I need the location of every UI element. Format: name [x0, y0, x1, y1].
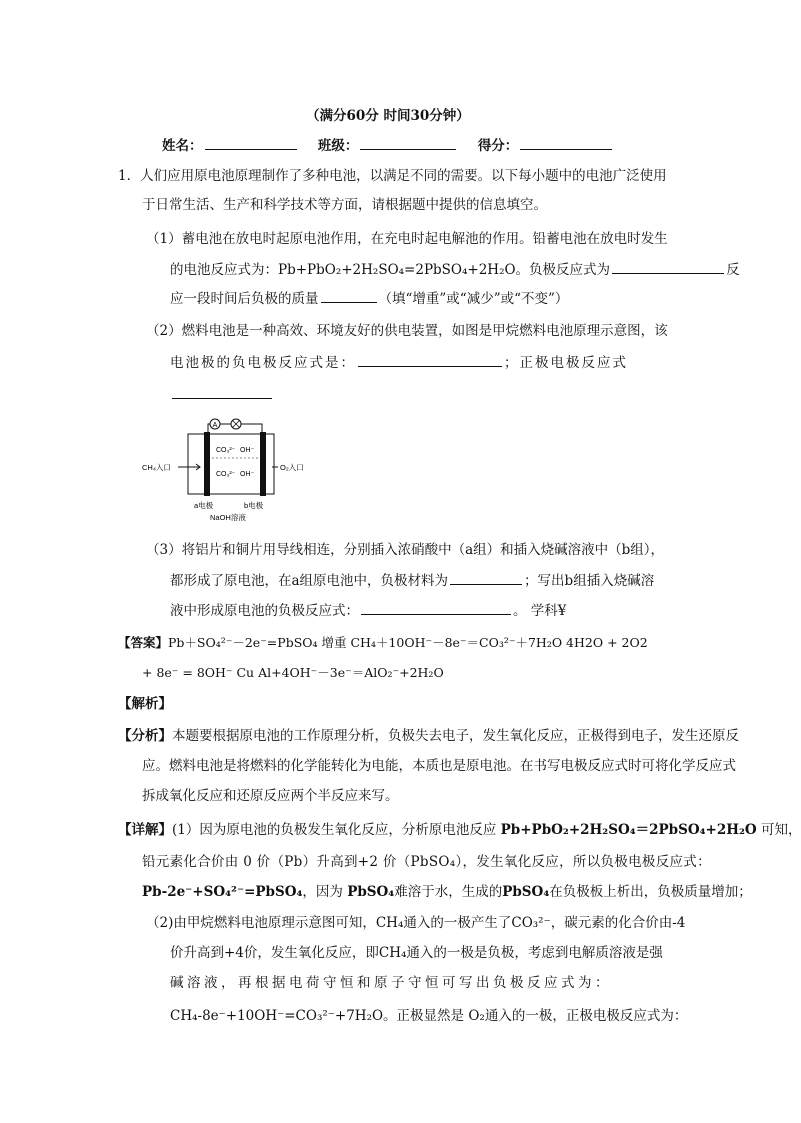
detail-text-3b: ，因为 [302, 884, 348, 900]
answer-blank-6[interactable] [361, 600, 511, 615]
detail-line7: CH₄-8e⁻+10OH⁻=CO₃²⁻+7H₂O。正极显然是 O₂通入的一极，正极电极反应式为： [170, 1008, 688, 1024]
detail-line1 [118, 820, 801, 840]
detail-pbso4-2: PbSO₄ [502, 884, 550, 900]
detail-line3 [142, 882, 752, 902]
methane-fuel-cell-diagram [140, 412, 304, 524]
ion-label-2: CO₃²⁻ [216, 471, 236, 478]
ch4-inlet-label: CH₄入口 [142, 463, 171, 472]
answer-blank-5[interactable] [450, 570, 522, 585]
fenxi-line2: 应。燃料电池是将燃料的化学能转化为电能，本质也是原电池。在书写电极反应式时可将化学反应式 [142, 758, 736, 774]
fenxi-line1 [118, 726, 739, 746]
detail-pbso4-1: PbSO₄ [347, 884, 395, 900]
answer-line1 [118, 633, 648, 653]
answer-text-1: Pb＋SO₄²⁻－2e⁻=PbSO₄ 增重 CH₄＋10OH⁻－8e⁻＝CO₃²⁻＋7H₂O 4H2O + 2O2 [168, 635, 648, 650]
detail-line4: （2)由甲烷燃料电池原理示意图可知，CH₄通入的一极产生了CO₃²⁻，碳元素的化合价由-4 [146, 915, 686, 931]
q1-part3-line3 [170, 600, 566, 621]
detail-label: 【详解】 [118, 822, 172, 838]
ion-label-1b: OH⁻ [240, 447, 255, 454]
q1-part2-tail: ；正极电极反应式 [504, 355, 628, 371]
student-info-row [162, 135, 614, 156]
class-label: 班级： [317, 138, 359, 154]
answer-blank-4[interactable] [172, 384, 272, 399]
ion-label-1: CO₃²⁻ [216, 447, 236, 454]
fenxi-line3: 拆成氧化反应和还原反应两个半反应来写。 [142, 788, 399, 804]
ion-label-2b: OH⁻ [240, 471, 255, 478]
detail-text-1a: (1）因为原电池的负极发生氧化反应，分析原电池反应 [172, 822, 501, 838]
detail-text-3f: 在负极板上析出，负极质量增加； [549, 884, 752, 900]
detail-equation: Pb+PbO₂+2H₂SO₄＝2PbSO₄+2H₂O [500, 822, 757, 838]
answer-blank-2[interactable] [321, 288, 377, 303]
analysis-label: 【解析】 [118, 696, 172, 712]
name-label: 姓名： [162, 138, 203, 154]
ammeter-label: A [212, 422, 218, 429]
q1-part1-choice-text: （填“增重”或“减少”或“不变”） [378, 291, 569, 307]
q1-part2-line2 [170, 352, 628, 373]
q1-part3-line1: （3）将铝片和铜片用导线相连，分别插入浓硝酸中（a组）和插入烧碱溶液中（b组）， [146, 542, 665, 558]
q1-part3-text: 都形成了原电池，在a组原电池中，负极材料为 [170, 573, 449, 589]
q1-part1-text: 的电池反应式为：Pb+PbO₂+2H₂SO₄=2PbSO₄+2H₂O。负极反应式为 [170, 262, 611, 278]
class-field[interactable] [360, 135, 456, 150]
detail-line5: 价升高到+4价，发生氧化反应，即CH₄通入的一极是负极，考虑到电解质溶液是强 [170, 945, 663, 961]
fenxi-label: 【分析】 [118, 728, 172, 744]
q1-part1-line3 [170, 288, 568, 309]
o2-inlet-label: O₂入口 [280, 463, 304, 472]
detail-line2: 铅元素化合价由 0 价（Pb）升高到+2 价（PbSO₄），发生氧化反应，所以负极电极反应式： [142, 854, 711, 870]
q1-part1-mass-text: 应一段时间后负极的质量 [170, 291, 319, 307]
answer-blank-3[interactable] [358, 352, 502, 367]
answer-line2: + 8e⁻ = 8OH⁻ Cu Al+4OH⁻－3e⁻＝AlO₂⁻+2H₂O [142, 665, 444, 680]
electrode-a-label: a电极 [194, 501, 214, 510]
q1-part3-line2 [170, 570, 654, 591]
detail-text-3d: 难溶于水，生成的 [394, 884, 503, 900]
q1-intro-line2: 于日常生活、生产和科学技术等方面，请根据题中提供的信息填空。 [142, 197, 547, 213]
exam-header-title: （满分60分 时间30分钟） [306, 108, 470, 124]
q1-part2-line1: （2）燃料电池是一种高效、环境友好的供电装置，如图是甲烷燃料电池原理示意图，该 [146, 323, 668, 339]
q1-part1-tail: 反 [726, 262, 740, 278]
q1-part3-tail-2: 。 学科¥ [513, 603, 567, 619]
detail-text-1c: 可知， [756, 822, 801, 838]
detail-negative-eq: Pb-2e⁻+SO₄²⁻=PbSO₄ [142, 884, 303, 900]
q1-part1-line2 [170, 259, 740, 280]
name-field[interactable] [205, 135, 297, 150]
q1-part3-tail: ；写出b组插入烧碱溶 [524, 573, 655, 589]
q1-part1-line1: （1）蓄电池在放电时起原电池作用，在充电时起电解池的作用。铅蓄电池在放电时发生 [146, 231, 668, 247]
score-label: 得分： [477, 138, 519, 154]
electrode-b-plate [260, 432, 266, 496]
q1-part2-text: 电池极的负电极反应式是： [170, 355, 356, 371]
electrode-a-plate [204, 432, 210, 496]
q1-part3-text-2: 液中形成原电池的负极反应式： [170, 603, 359, 619]
answer-blank-1[interactable] [612, 259, 724, 274]
score-field[interactable] [520, 135, 612, 150]
fenxi-text-1: 本题要根据原电池的工作原理分析，负极失去电子，发生氧化反应，正极得到电子，发生还原反 [172, 728, 739, 744]
electrode-b-label: b电极 [244, 501, 264, 510]
q1-part2-line3 [170, 384, 274, 405]
detail-line6: 碱溶液，再根据电荷守恒和原子守恒可写出负极反应式为： [170, 975, 612, 991]
q1-intro-line1: 1．人们应用原电池原理制作了多种电池，以满足不同的需要。以下每小题中的电池广泛使用 [118, 168, 667, 184]
answer-label: 【答案】 [118, 635, 169, 650]
solution-label: NaOH溶液 [210, 513, 246, 522]
